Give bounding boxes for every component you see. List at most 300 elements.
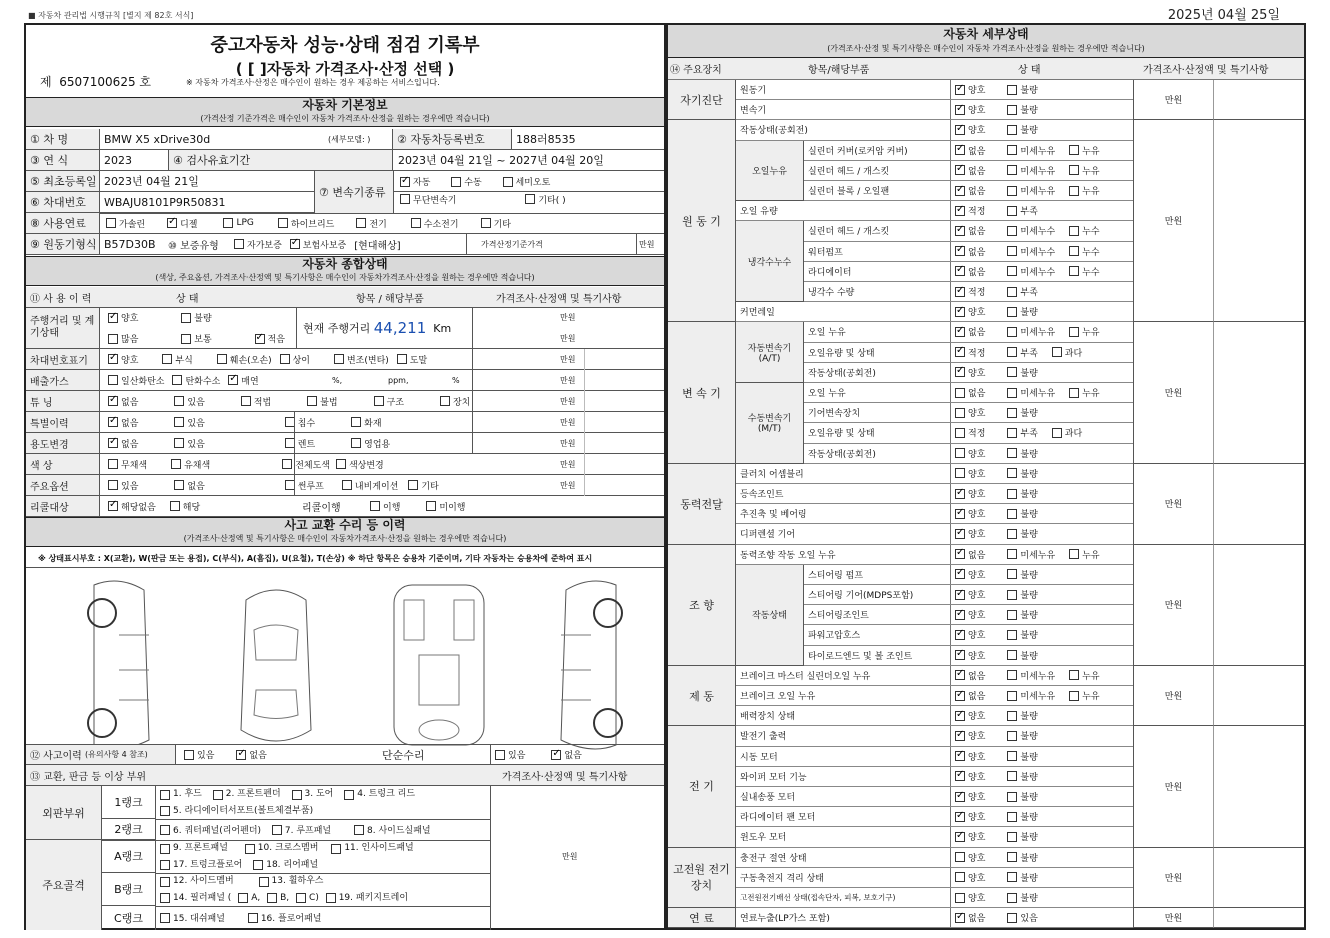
part-pillar-panel-checkbox[interactable]: 14. 필러패널 ( [160, 892, 231, 905]
detail-state-checkbox[interactable]: 누유 [1069, 548, 1099, 561]
detail-state-checkbox[interactable]: 불량 [1007, 467, 1037, 480]
part-package-tray-checkbox[interactable]: 19. 패키지트레이 [326, 892, 408, 905]
plate-good-checkbox[interactable]: ✓ 양호 [108, 353, 138, 366]
color-fullpaint-checkbox[interactable]: 전체도색 [282, 458, 330, 471]
tuning-legal-checkbox[interactable]: 적법 [241, 395, 271, 408]
detail-state-checkbox[interactable]: 부족 [1007, 285, 1037, 298]
detail-state-checkbox[interactable]: 양호 [955, 851, 985, 864]
valid-period: 2023년 04월 21일 ~ 2027년 04월 20일 [398, 154, 604, 167]
detail-state [955, 767, 1131, 786]
part-dash-panel-checkbox[interactable]: 15. 대쉬패널 [160, 911, 225, 924]
fuel-hybrid-checkbox[interactable]: 하이브리드 [278, 217, 334, 230]
pillar-c-checkbox[interactable]: C) [296, 892, 319, 905]
detail-state [955, 120, 1131, 139]
detail-state-checkbox[interactable]: ✓ 양호 [955, 366, 985, 379]
detail-item-label: 작동상태(공회전) [736, 120, 951, 139]
detail-state [955, 706, 1131, 725]
detail-state [955, 141, 1131, 160]
detail-item-label: 추진축 및 베어링 [736, 504, 951, 523]
part-hood-checkbox[interactable]: 1. 후드 [160, 788, 202, 801]
usage-rent-checkbox[interactable]: 렌트 [285, 437, 315, 450]
mileage-low-checkbox[interactable]: ✓ 적음 [255, 332, 285, 345]
detail-state-checkbox[interactable]: 누유 [1069, 164, 1099, 177]
detail-row [736, 201, 1133, 221]
detail-row [804, 363, 1133, 383]
detail-state-checkbox[interactable]: 누수 [1069, 245, 1099, 258]
detail-row [736, 807, 1133, 827]
part-trunk-lid-checkbox[interactable]: 4. 트렁크 리드 [344, 788, 415, 801]
detail-state-checkbox[interactable]: 미세누수 [1007, 224, 1055, 237]
trans-etc-checkbox[interactable]: 기타( ) [525, 193, 565, 206]
option-navi-checkbox[interactable]: 내비게이션 [342, 479, 398, 492]
detail-item-label: 브레이크 마스터 실린더오일 누유 [736, 666, 951, 685]
detail-state [955, 201, 1131, 220]
part-roof-panel-checkbox[interactable]: 7. 루프패널 [272, 823, 331, 836]
detail-state-checkbox[interactable]: 불량 [1007, 628, 1037, 641]
rankC-items [160, 911, 490, 926]
detail-item-label: 동력조향 작동 오일 누유 [736, 545, 951, 564]
detail-state-checkbox[interactable]: 불량 [1007, 305, 1037, 318]
part-front-fender-checkbox[interactable]: 2. 프론트펜더 [213, 788, 281, 801]
row-plate: 차대번호표기 ✓ 양호 부식 훼손(오손) 상이 변조(변타) 도말 만원 [26, 349, 664, 370]
detail-state-checkbox[interactable]: ✓ 적정 [955, 204, 985, 217]
detail-price-unit: 만원 [1133, 726, 1213, 847]
tuning-illegal-checkbox[interactable]: 불법 [307, 395, 337, 408]
warranty-insurer-checkbox[interactable]: ✓ 보험사보증 [290, 238, 346, 251]
fuel-gasoline-checkbox[interactable]: 가솔린 [106, 217, 145, 230]
emission-smoke-checkbox[interactable]: ✓ 매연 [228, 374, 258, 387]
detail-state-checkbox[interactable]: 미세누유 [1007, 184, 1055, 197]
row-options: 주요옵션 있음 없음 썬루프 내비게이션 기타 만원 [26, 475, 664, 496]
trans-cvt-checkbox[interactable]: 무단변속기 [400, 193, 456, 206]
part-cross-member-checkbox[interactable]: 10. 크로스멤버 [245, 842, 319, 855]
row-color: 색 상 무채색 유채색 전체도색 색상변경 만원 [26, 454, 664, 475]
accident-no-checkbox[interactable]: ✓ 없음 [236, 748, 266, 761]
row-tuning: 튜 닝 ✓ 없음 있음 적법 불법 구조 장치 만원 [26, 391, 664, 412]
detail-state-checkbox[interactable]: 부족 [1007, 426, 1037, 439]
main-frame-label: 주요골격 [26, 840, 102, 930]
detail-state-checkbox[interactable]: ✓ 없음 [955, 689, 985, 702]
fuel-diesel-checkbox[interactable]: ✓ 디젤 [167, 217, 197, 230]
detail-state-checkbox[interactable]: 미세누유 [1007, 325, 1055, 338]
detail-row [736, 504, 1133, 524]
detail-price-unit: 만원 [1133, 120, 1213, 322]
detail-state-checkbox[interactable]: ✓ 양호 [955, 709, 985, 722]
detail-item-label: 발전기 출력 [736, 726, 951, 745]
part-inside-panel-checkbox[interactable]: 11. 인사이드패널 [331, 842, 413, 855]
detail-note-cell [1213, 908, 1304, 928]
detail-state-checkbox[interactable]: ✓ 양호 [955, 790, 985, 803]
detail-header: 자동차 세부상태 (가격조사·산정 및 특기사항은 매수인이 자동차 가격조사·산정을 원하는 경우에만 적습니다) [668, 25, 1304, 58]
detail-item-label: 라디에이터 [804, 262, 951, 281]
detail-state [955, 383, 1131, 402]
fuel-lpg-checkbox[interactable]: LPG [223, 218, 253, 228]
detail-state-checkbox[interactable]: 미세누유 [1007, 144, 1055, 157]
detail-category: 자기진단 [668, 80, 736, 120]
trans-manual-checkbox[interactable]: 수동 [451, 175, 481, 188]
recall-notdone-checkbox[interactable]: 미이행 [426, 500, 465, 513]
recall-done-checkbox[interactable]: 이행 [370, 500, 400, 513]
detail-state-checkbox[interactable]: 불량 [1007, 507, 1037, 520]
car-frame-diagram [384, 580, 494, 750]
detail-item-label: 디퍼렌셜 기어 [736, 524, 951, 543]
detail-row [804, 141, 1133, 161]
detail-state-checkbox[interactable]: 불량 [1007, 891, 1037, 904]
row-exchange-head: ⑬ 교환, 판금 등 이상 부위 가격조사·산정액 및 특기사항 [26, 765, 664, 786]
recall-yes-checkbox[interactable]: 해당 [170, 500, 200, 513]
detail-state-checkbox[interactable]: ✓ 양호 [955, 729, 985, 742]
detail-state-checkbox[interactable]: 있음 [1007, 911, 1037, 924]
detail-row [736, 302, 1133, 322]
detail-state-checkbox[interactable]: ✓ 없음 [955, 184, 985, 197]
part-radiator-support-checkbox[interactable]: 5. 라디에이터서포트(볼트체결부품) [160, 805, 313, 818]
detail-item-label: 워터펌프 [804, 242, 951, 261]
detail-state-checkbox[interactable]: 없음 [955, 386, 985, 399]
detail-state-checkbox[interactable]: 불량 [1007, 770, 1037, 783]
plate-forged-checkbox[interactable]: 변조(변타) [334, 353, 389, 366]
detail-state-checkbox[interactable]: 미세누유 [1007, 164, 1055, 177]
detail-state-checkbox[interactable]: 미세누유 [1007, 669, 1055, 682]
detail-state-checkbox[interactable]: ✓ 없음 [955, 669, 985, 682]
detail-item-label: 냉각수 수량 [804, 282, 951, 301]
detail-row [804, 161, 1133, 181]
row-first-reg: ⑤ 최초등록일 2023년 04월 21일 [26, 171, 664, 192]
mileage-bad-checkbox[interactable]: 불량 [181, 311, 211, 324]
tuning-yes-checkbox[interactable]: 있음 [174, 395, 204, 408]
detail-state [955, 221, 1131, 240]
detail-state-checkbox[interactable]: ✓ 적정 [955, 346, 985, 359]
detail-state-checkbox[interactable]: ✓ 없음 [955, 144, 985, 157]
detail-note-cell [1213, 120, 1304, 322]
detail-state-checkbox[interactable]: 미세누유 [1007, 386, 1055, 399]
detail-state-checkbox[interactable]: ✓ 없음 [955, 265, 985, 278]
detail-state-checkbox[interactable]: 불량 [1007, 588, 1037, 601]
detail-state-checkbox[interactable]: 양호 [955, 467, 985, 480]
detail-state-checkbox[interactable]: 누유 [1069, 669, 1099, 682]
accident-legend: ※ 상태표시부호 : X(교환), W(판금 또는 용접), C(부식), A(흠집), U(요철), T(손상) ※ 하단 항목은 승용차 기준이며, 기타 자동차는 승용차에 준하여 표시 [38, 554, 593, 563]
detail-state-checkbox[interactable]: 적정 [955, 426, 985, 439]
detail-state-checkbox[interactable]: 양호 [955, 447, 985, 460]
detail-state-checkbox[interactable]: 미세누유 [1007, 689, 1055, 702]
detail-state-checkbox[interactable]: 불량 [1007, 366, 1037, 379]
detail-state-checkbox[interactable]: ✓ 양호 [955, 568, 985, 581]
detail-state [955, 565, 1131, 584]
detail-row [736, 545, 1133, 565]
detail-state [955, 262, 1131, 281]
detail-state-checkbox[interactable]: ✓ 없음 [955, 325, 985, 338]
detail-item-label: 오일 누유 [804, 322, 951, 341]
tuning-none-checkbox[interactable]: ✓ 없음 [108, 395, 138, 408]
detail-state-checkbox[interactable]: 누수 [1069, 224, 1099, 237]
detail-state [955, 827, 1131, 846]
detail-state-checkbox[interactable]: ✓ 없음 [955, 164, 985, 177]
detail-state-checkbox[interactable]: 누유 [1069, 689, 1099, 702]
detail-state [955, 363, 1131, 382]
detail-item-label: 클러치 어셈블리 [736, 464, 951, 483]
usage-business-checkbox[interactable]: 영업용 [351, 437, 390, 450]
row-fuel: ⑧ 사용연료 가솔린 ✓ 디젤 LPG 하이브리드 전기 수소전기 기타 [26, 213, 664, 234]
detail-state-checkbox[interactable]: 불량 [1007, 810, 1037, 823]
mileage-normal-checkbox[interactable]: 보통 [181, 332, 211, 345]
detail-state-checkbox[interactable]: ✓ 양호 [955, 527, 985, 540]
detail-state-checkbox[interactable]: ✓ 양호 [955, 588, 985, 601]
detail-state-checkbox[interactable]: 불량 [1007, 750, 1037, 763]
detail-state-checkbox[interactable]: 불량 [1007, 103, 1037, 116]
detail-state-checkbox[interactable]: 누유 [1069, 386, 1099, 399]
detail-state [955, 868, 1131, 887]
detail-state-checkbox[interactable]: ✓ 양호 [955, 830, 985, 843]
detail-state-checkbox[interactable]: 불량 [1007, 729, 1037, 742]
warranty-self-checkbox[interactable]: 자가보증 [234, 238, 282, 251]
detail-state-checkbox[interactable]: ✓ 양호 [955, 487, 985, 500]
detail-price-unit: 만원 [1133, 848, 1213, 909]
detail-item-label: 파워고압호스 [804, 625, 951, 644]
detail-row [804, 343, 1133, 363]
detail-row [804, 383, 1133, 403]
mileage-good-checkbox[interactable]: ✓ 양호 [108, 311, 138, 324]
part-side-member-checkbox[interactable]: 12. 사이드멤버 [160, 875, 234, 888]
detail-item-label: 실린더 커버(로커암 커버) [804, 141, 951, 160]
detail-item-label: 스티어링조인트 [804, 605, 951, 624]
detail-state [955, 888, 1131, 907]
detail-row [804, 646, 1133, 666]
simple-repair-no-checkbox[interactable]: ✓ 없음 [551, 748, 581, 761]
part-side-sill-checkbox[interactable]: 8. 사이드실패널 [354, 823, 431, 836]
detail-state [955, 403, 1131, 422]
title-area [26, 25, 664, 97]
tuning-device-checkbox[interactable]: 장치 [440, 395, 470, 408]
detail-subcategory: 수동변속기 (M/T) [736, 383, 804, 464]
tuning-struct-checkbox[interactable]: 구조 [374, 395, 404, 408]
detail-price-unit: 만원 [1133, 908, 1213, 928]
rank2-items [160, 823, 490, 838]
row-usage: 용도변경 ✓ 없음 있음 렌트 영업용 만원 [26, 433, 664, 454]
trans-label: ⑦ 변속기종류 [314, 171, 394, 213]
fuel-ev-checkbox[interactable]: 전기 [356, 217, 386, 230]
pillar-b-checkbox[interactable]: B, [267, 892, 289, 905]
detail-note-cell [1213, 322, 1304, 463]
engine-type: B57D30B [104, 237, 156, 251]
detail-state [955, 524, 1131, 543]
detail-item-label: 오일 누유 [804, 383, 951, 402]
trans-options [400, 175, 660, 207]
plate-damage-checkbox[interactable]: 훼손(오손) [217, 353, 272, 366]
special-fire-checkbox[interactable]: 화재 [351, 416, 381, 429]
simple-repair-yes-checkbox[interactable]: 있음 [495, 748, 525, 761]
detail-category: 고전원 전기장치 [668, 848, 736, 909]
detail-row [804, 444, 1133, 464]
detail-state-checkbox[interactable]: 미세누수 [1007, 265, 1055, 278]
plate-smear-checkbox[interactable]: 도말 [397, 353, 427, 366]
detail-item-label: 스티어링 펌프 [804, 565, 951, 584]
detail-state-checkbox[interactable]: ✓ 양호 [955, 649, 985, 662]
detail-row [804, 423, 1133, 443]
detail-row [804, 403, 1133, 423]
option-sunroof-checkbox[interactable]: 썬루프 [285, 479, 324, 492]
doc-title: 중고자동차 성능·상태 점검 기록부 [210, 35, 480, 56]
detail-state-checkbox[interactable]: 누유 [1069, 144, 1099, 157]
left-panel: 중고자동차 성능·상태 점검 기록부 ( [ ]자동차 가격조사·산정 선택 ) 제 6507100625 호 ※ 자동차 가격조사·산정은 매수인이 원하는 경우 제공하는 서비스입니다. 자동차 기본정보 (가격산정 기준가격은 매수인이 자동차 가격조사·산정을 원하는 경우에만 적습니다) ① 차 명 BMW X5 xDrive30d (세부모델: ) ② 자동차등록번호 188러8535 ③ 연 식 2023 ④ 검사유효기간 2023년 04월 21일 ~ 2027년 04월 20일 ⑤ 최초등록일 2023년 04월 21일 ⑦ 변속기종류 ✓ 자동 수동 세미오토 무단변속기 기타( ) ⑥ 차대번호 WBAJU8101P9R50831 ⑧ 사용연료 가솔린 ✓ 디젤 LPG 하이브리드 전기 수소전기 기타 ⑨ 원동기형식 B57D30B ⑩ 보증유형 자가보증 ✓ 보험사보증 [현대해상] 가격산정기준가격 만원 자동차 종합상태 (색상, 주요옵션, 가격조사·산정액 및 특기사항은 매수인이 자동차가격조사·산정을 원하는 경우에만 적습니다) ⑪ 사 용 이 력 상 태 항목 / 해당부품 가격조사·산정액 및 특기사항 주행거리 및 계기상태 ✓ 양호 불량 많음 보통 ✓ 적음 현재 주행거리 44,211 Km 만원 만원 차대번호표기 ✓ 양호 부식 훼손(오손) 상이 변조(변타) 도말 만원 배출가스 일산화탄소 탄화수소 ✓ 매연 %, ppm, % 만원 튜 닝 ✓ 없음 있음 적법 불법 구조 장치 만원 특별이력 ✓ 없음 있음 침수 화재 만원 용도변경 ✓ 없음 있음 렌트 영업용 만원 색 상 무채색 유채색 전체도색 색상변경 만원 주요옵션 있음 없음 썬루프 내비게이션 기타 만원 리콜대상 ✓ 해당없음 해당 리콜이행 이행 미이행 사고 교환 수리 등 이력 (가격조사·산정액 및 특기사항은 매수인이 자동차가격조사·산정을 원하는 경우에만 적습니다) ※ 상태표시부호 : X(교환), W(판금 또는 용접), C(부식), A(흠집), U(요철), T(손상) ※ 하단 항목은 승용차 기준이며, 기타 자동차는 승용차에 준하여 표시 ⑫ 사고이력 (유의사항 4 참조) 있음 ✓ 없음 단순수리 있음 ✓ 없음 ⑬ 교환, 판금 등 이상 부위 가격조사·산정액 및 특기사항 외판부위 주요골격 1랭크 2랭크 A랭크 B랭크 C랭크 1. 후드 2. 프론트펜더 3. 도어 4. 트렁크 리드 5. 라디에이터서포트(볼트체결부품) 6. 쿼터패널(리어펜더) 7. 루프패널 8. 사이드실패널 9. 프론트패널 10. 크로스멤버 11. 인사이드패널 17. 트렁크플로어 18. 리어패널 12. 사이드멤버 13. 휠하우스 14. 필러패널 ( A, B, C) 19. 패키지트레이 15. 대쉬패널 16. 플로어패널 만원 [24, 23, 666, 930]
plate-diff-checkbox[interactable]: 상이 [280, 353, 310, 366]
detail-state-checkbox[interactable]: 불량 [1007, 447, 1037, 460]
detail-state-checkbox[interactable]: 과다 [1052, 346, 1082, 359]
detail-state-checkbox[interactable]: ✓ 양호 [955, 628, 985, 641]
option-etc-checkbox[interactable]: 기타 [408, 479, 438, 492]
detail-state-checkbox[interactable]: 누유 [1069, 325, 1099, 338]
detail-row [736, 80, 1133, 100]
detail-state-checkbox[interactable]: ✓ 양호 [955, 770, 985, 783]
exchange-price-unit: 만원 [562, 852, 578, 861]
part-wheel-house-checkbox[interactable]: 13. 휠하우스 [259, 875, 324, 888]
detail-row [736, 827, 1133, 847]
mileage-many-checkbox[interactable]: 많음 [108, 332, 138, 345]
detail-state [955, 100, 1131, 119]
detail-state-checkbox[interactable]: 부족 [1007, 346, 1037, 359]
rankB-items [160, 875, 490, 908]
trans-auto-checkbox[interactable]: ✓ 자동 [400, 175, 430, 188]
detail-state-checkbox[interactable]: 양호 [955, 891, 985, 904]
detail-state-checkbox[interactable]: 미세누유 [1007, 548, 1055, 561]
detail-state-checkbox[interactable]: 불량 [1007, 568, 1037, 581]
option-yes-checkbox[interactable]: 있음 [108, 479, 138, 492]
part-quarter-panel-checkbox[interactable]: 6. 쿼터패널(리어펜더) [160, 823, 261, 836]
detail-state [955, 484, 1131, 503]
detail-state-checkbox[interactable]: ✓ 없음 [955, 548, 985, 561]
first-reg-date: 2023년 04월 21일 [104, 175, 199, 188]
doc-subtitle: ( [ ]자동차 가격조사·산정 선택 ) [235, 60, 455, 78]
part-door-checkbox[interactable]: 3. 도어 [292, 788, 334, 801]
detail-state [955, 908, 1131, 927]
detail-state-checkbox[interactable]: ✓ 없음 [955, 245, 985, 258]
detail-state [955, 787, 1131, 806]
part-floor-panel-checkbox[interactable]: 16. 플로어패널 [248, 911, 322, 924]
detail-state-checkbox[interactable]: ✓ 양호 [955, 810, 985, 823]
detail-row [736, 726, 1133, 746]
part-rear-panel-checkbox[interactable]: 18. 리어패널 [253, 859, 318, 872]
detail-row [736, 868, 1133, 888]
detail-item-label: 충전구 절연 상태 [736, 848, 951, 867]
detail-state-checkbox[interactable]: ✓ 양호 [955, 83, 985, 96]
detail-state-checkbox[interactable]: 과다 [1052, 426, 1082, 439]
fuel-etc-checkbox[interactable]: 기타 [481, 217, 511, 230]
usage-none-checkbox[interactable]: ✓ 없음 [108, 437, 138, 450]
detail-state [955, 848, 1131, 867]
detail-state-checkbox[interactable]: 부족 [1007, 204, 1037, 217]
detail-state-checkbox[interactable]: ✓ 없음 [955, 911, 985, 924]
detail-price-unit: 만원 [1133, 80, 1213, 120]
fuel-hydrogen-checkbox[interactable]: 수소전기 [411, 217, 459, 230]
detail-state-checkbox[interactable]: ✓ 없음 [955, 224, 985, 237]
detail-state [955, 605, 1131, 624]
detail-state-checkbox[interactable]: ✓ 양호 [955, 305, 985, 318]
detail-state-checkbox[interactable]: 양호 [955, 871, 985, 884]
detail-state [955, 625, 1131, 644]
row-engine: ⑨ 원동기형식 B57D30B ⑩ 보증유형 자가보증 ✓ 보험사보증 [현대해상] 가격산정기준가격 만원 [26, 234, 664, 255]
color-change-checkbox[interactable]: 색상변경 [336, 458, 384, 471]
detail-item-label: 원동기 [736, 80, 951, 99]
detail-category: 제 동 [668, 666, 736, 727]
warranty-options: 자가보증 ✓ 보험사보증 [현대해상] [234, 234, 414, 254]
detail-note-cell [1213, 726, 1304, 847]
detail-subcategory: 냉각수누수 [736, 221, 804, 302]
emission-co-checkbox[interactable]: 일산화탄소 [108, 374, 164, 387]
detail-item-label: 커먼레일 [736, 302, 951, 321]
detail-row [736, 888, 1133, 908]
detail-state [955, 726, 1131, 745]
detail-row [804, 605, 1133, 625]
option-no-checkbox[interactable]: 없음 [174, 479, 204, 492]
vin: WBAJU8101P9R50831 [104, 195, 226, 209]
detail-row [736, 686, 1133, 706]
detail-state [955, 504, 1131, 523]
detail-item-label: 시동 모터 [736, 747, 951, 766]
row-year: ③ 연 식 2023 ④ 검사유효기간 2023년 04월 21일 ~ 2027년 04월 20일 [26, 150, 664, 171]
detail-state-checkbox[interactable]: 불량 [1007, 487, 1037, 500]
color-chromatic-checkbox[interactable]: 유채색 [171, 458, 210, 471]
detail-price-unit: 만원 [1133, 322, 1213, 463]
special-none-checkbox[interactable]: ✓ 없음 [108, 416, 138, 429]
detail-item-label: 실내송풍 모터 [736, 787, 951, 806]
detail-item-label: 오일유량 및 상태 [804, 423, 951, 442]
detail-state-checkbox[interactable]: 불량 [1007, 790, 1037, 803]
recall-none-checkbox[interactable]: ✓ 해당없음 [108, 500, 156, 513]
detail-state-checkbox[interactable]: 누수 [1069, 265, 1099, 278]
detail-row [736, 706, 1133, 726]
detail-state-checkbox[interactable]: ✓ 양호 [955, 103, 985, 116]
detail-state-checkbox[interactable]: 불량 [1007, 527, 1037, 540]
row-mileage: 주행거리 및 계기상태 ✓ 양호 불량 많음 보통 ✓ 적음 현재 주행거리 44,211 Km 만원 만원 [26, 308, 664, 349]
usage-yes-checkbox[interactable]: 있음 [174, 437, 204, 450]
detail-state-checkbox[interactable]: 불량 [1007, 851, 1037, 864]
special-flood-checkbox[interactable]: 침수 [285, 416, 315, 429]
accident-header: 사고 교환 수리 등 이력 (가격조사·산정액 및 특기사항은 매수인이 자동차가격조사·산정을 원하는 경우에만 적습니다) [26, 517, 664, 547]
detail-state-checkbox[interactable]: ✓ 적정 [955, 285, 985, 298]
detail-state-checkbox[interactable]: 미세누수 [1007, 245, 1055, 258]
detail-subcategory: 자동변속기 (A/T) [736, 322, 804, 383]
detail-row [804, 262, 1133, 282]
trans-semi-checkbox[interactable]: 세미오토 [503, 175, 551, 188]
detail-state-checkbox[interactable]: 불량 [1007, 123, 1037, 136]
detail-state-checkbox[interactable]: ✓ 양호 [955, 123, 985, 136]
part-front-panel-checkbox[interactable]: 9. 프론트패널 [160, 842, 228, 855]
special-yes-checkbox[interactable]: 있음 [174, 416, 204, 429]
detail-state-checkbox[interactable]: 불량 [1007, 406, 1037, 419]
detail-state-checkbox[interactable]: ✓ 양호 [955, 608, 985, 621]
emission-hc-checkbox[interactable]: 탄화수소 [172, 374, 220, 387]
detail-item-label: 오일 유량 [736, 201, 951, 220]
detail-state-checkbox[interactable]: ✓ 양호 [955, 507, 985, 520]
detail-state-checkbox[interactable]: 불량 [1007, 709, 1037, 722]
detail-state-checkbox[interactable]: 불량 [1007, 649, 1037, 662]
detail-note-cell [1213, 666, 1304, 727]
detail-state-checkbox[interactable]: 불량 [1007, 83, 1037, 96]
detail-state-checkbox[interactable]: 불량 [1007, 871, 1037, 884]
regulation-label: ■ 자동차 관리법 시행규칙 [별지 제 82호 서식] [28, 11, 194, 20]
color-achromatic-checkbox[interactable]: 무채색 [108, 458, 147, 471]
detail-state [955, 343, 1131, 362]
pillar-a-checkbox[interactable]: A, [238, 892, 260, 905]
rank1-items [160, 788, 490, 821]
detail-state-checkbox[interactable]: 누유 [1069, 184, 1099, 197]
plate-rust-checkbox[interactable]: 부식 [162, 353, 192, 366]
accident-yes-checkbox[interactable]: 있음 [184, 748, 214, 761]
detail-item-label: 기어변속장치 [804, 403, 951, 422]
detail-state-checkbox[interactable]: ✓ 양호 [955, 750, 985, 763]
part-trunk-floor-checkbox[interactable]: 17. 트렁크플로어 [160, 859, 242, 872]
detail-state-checkbox[interactable]: 불량 [1007, 608, 1037, 621]
detail-state-checkbox[interactable]: 불량 [1007, 830, 1037, 843]
detail-state-checkbox[interactable]: 양호 [955, 406, 985, 419]
